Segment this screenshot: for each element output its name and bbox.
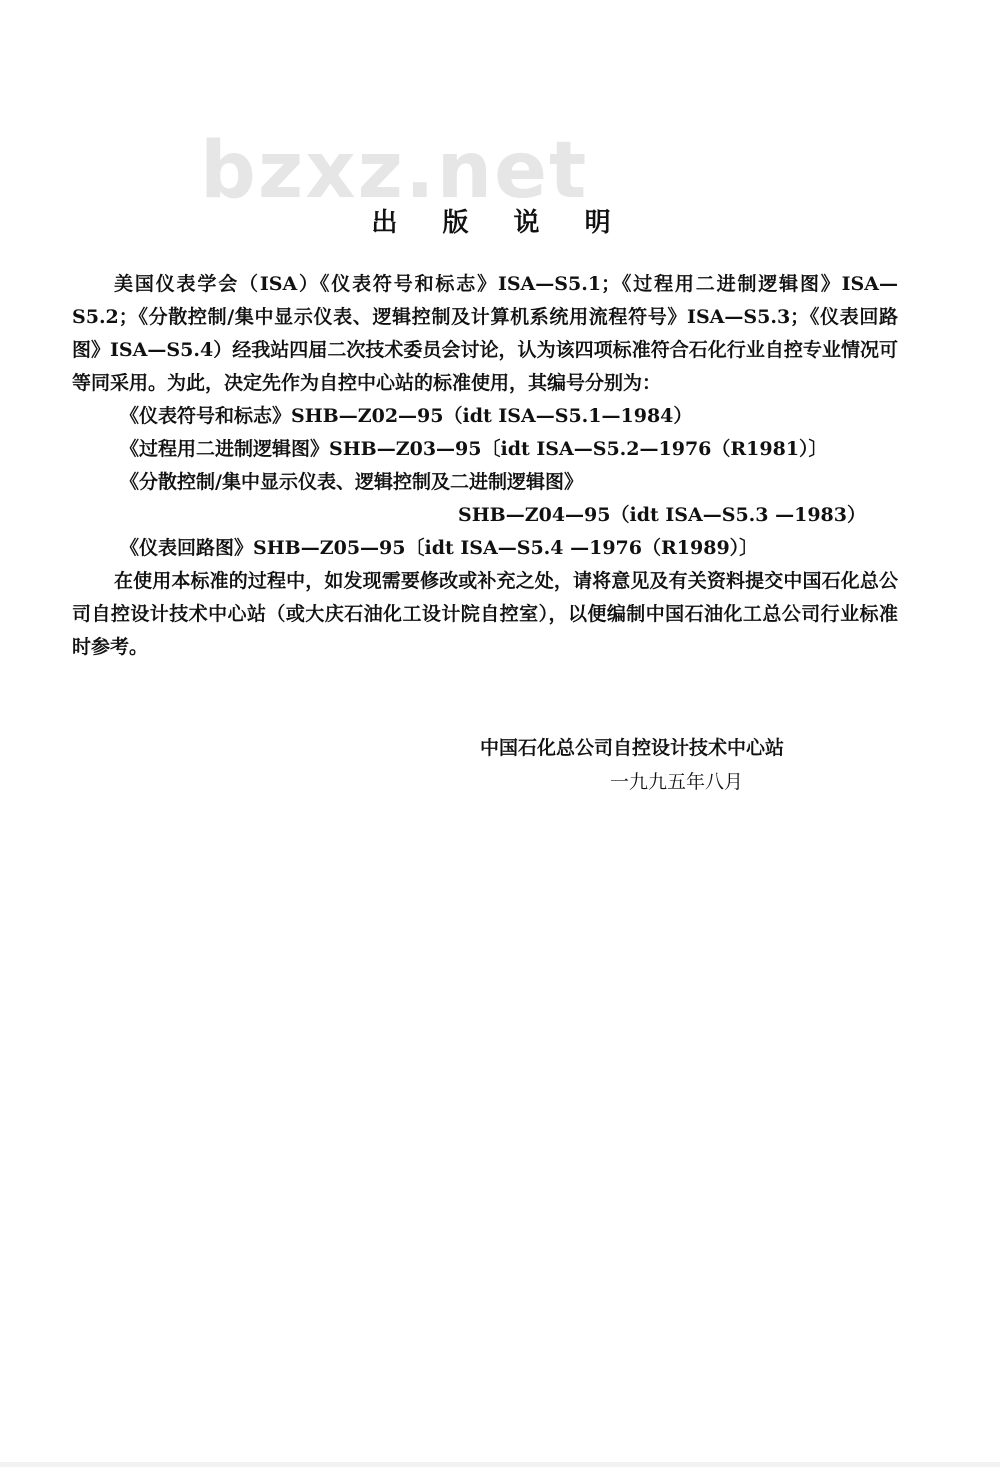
page-title: 出 版 说 明 xyxy=(371,208,629,238)
standard-item xyxy=(72,532,898,565)
page-bottom-edge xyxy=(0,1462,1000,1467)
body-text xyxy=(72,268,898,664)
signature-block xyxy=(480,731,900,799)
standard-line: 《仪表回路图》SHB—Z05—95〔idt ISA—S5.4 —1976（R1989）〕 xyxy=(120,537,759,559)
intro-paragraph: 美国仪表学会（ISA）《仪表符号和标志》ISA—S5.1；《过程用二进制逻辑图》ISA—S5.2；《分散控制/集中显示仪表、逻辑控制及计算机系统用流程符号》ISA—S5.3；《仪表回路图》ISA—S5.4）经我站四届二次技术委员会讨论，认为该四项标准符合石化行业自控专业情况可等同采用。为此，决定先作为自控中心站的标准使用，其编号分别为： xyxy=(72,273,898,394)
standard-line-continuation: SHB—Z04—95（idt ISA—S5.3 —1983） xyxy=(458,504,866,526)
standard-line: 《过程用二进制逻辑图》SHB—Z03—95〔idt ISA—S5.2—1976（R1981）〕 xyxy=(120,438,828,460)
signature-date: 一九九五年八月 xyxy=(610,771,744,793)
closing-paragraph: 在使用本标准的过程中，如发现需要修改或补充之处，请将意见及有关资料提交中国石化总公司自控设计技术中心站（或大庆石油化工设计院自控室），以便编制中国石油化工总公司行业标准时参考。 xyxy=(72,570,898,658)
standard-item xyxy=(72,433,898,466)
standard-item xyxy=(72,466,898,532)
standard-item xyxy=(72,400,898,433)
standards-list xyxy=(72,400,898,565)
standard-line: 《仪表符号和标志》SHB—Z02—95（idt ISA—S5.1—1984） xyxy=(120,405,693,427)
standard-line: 《分散控制/集中显示仪表、逻辑控制及二进制逻辑图》 xyxy=(120,471,583,493)
signature-organization: 中国石化总公司自控设计技术中心站 xyxy=(480,737,785,759)
watermark-logo: bzxz.net xyxy=(200,126,589,216)
